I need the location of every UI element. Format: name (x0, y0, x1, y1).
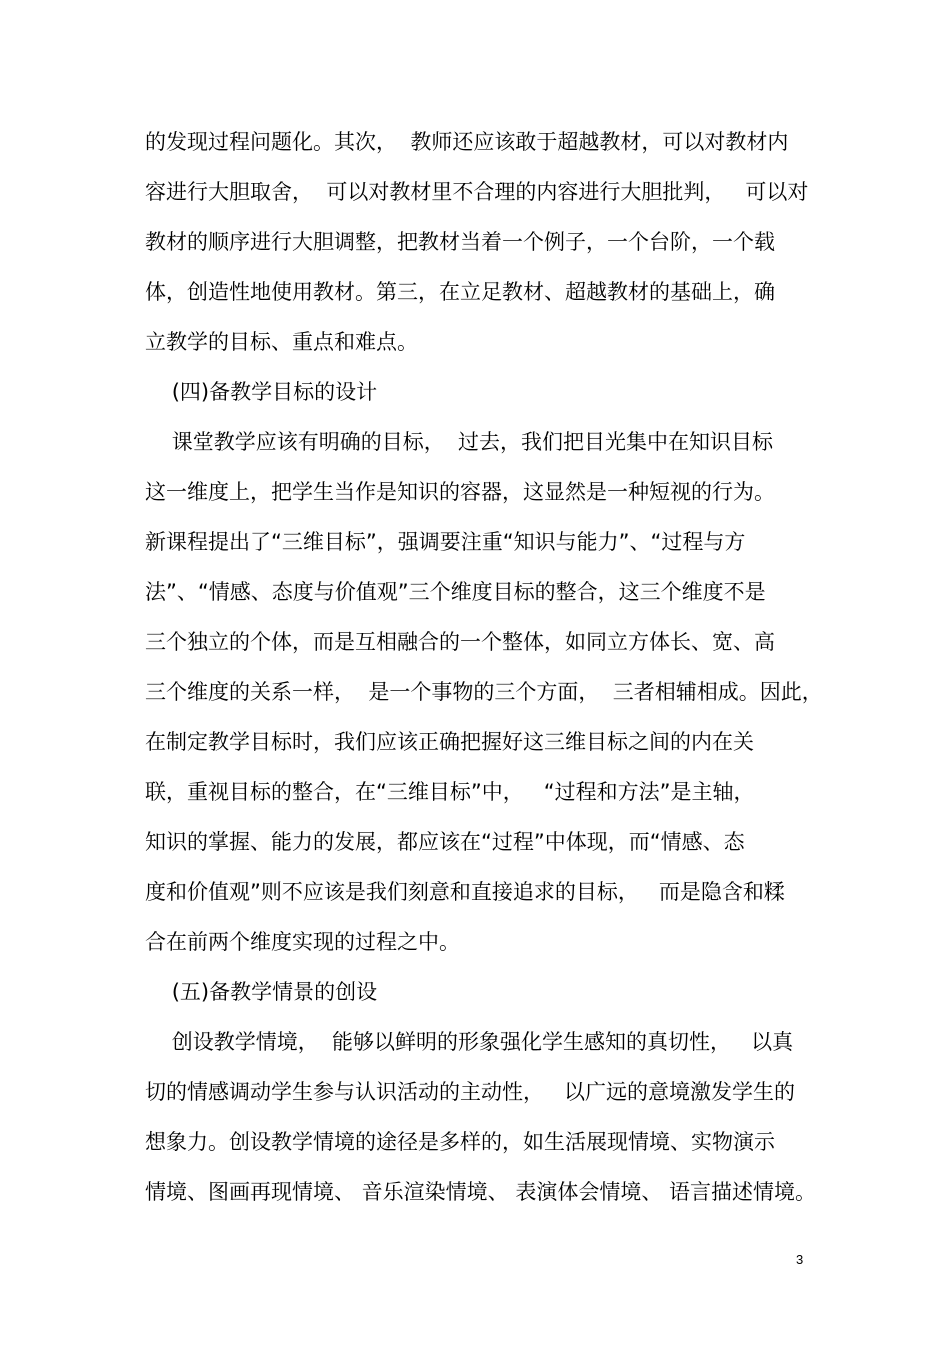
section-heading: (五)备教学情景的创设 (145, 980, 378, 1004)
text-line: 这一维度上，把学生当作是知识的容器，这显然是一种短视的行为。 (145, 480, 775, 504)
text-line: 合在前两个维度实现的过程之中。 (145, 930, 460, 954)
text-line: 知识的掌握、能力的发展，都应该在“过程”中体现，而“情感、态 (145, 830, 745, 854)
text-line: 三个维度的关系一样， 是一个事物的三个方面， 三者相辅相成。因此， (145, 680, 823, 704)
text-line: 创设教学情境， 能够以鲜明的形象强化学生感知的真切性， 以真 (145, 1030, 794, 1054)
text-line: 度和价值观”则不应该是我们刻意和直接追求的目标， 而是隐含和糅 (145, 880, 785, 904)
section-heading: (四)备教学目标的设计 (145, 380, 378, 404)
text-line: 体，创造性地使用教材。第三，在立足教材、超越教材的基础上，确 (145, 280, 775, 304)
text-line: 的发现过程问题化。其次， 教师还应该敢于超越教材，可以对教材内 (145, 130, 789, 154)
text-line: 容进行大胆取舍， 可以对教材里不合理的内容进行大胆批判， 可以对 (145, 180, 809, 204)
text-line: 情境、图画再现情境、 音乐渲染情境、 表演体会情境、 语言描述情境。 (145, 1180, 817, 1204)
page-number: 3 (796, 1252, 804, 1267)
text-line: 法”、“情感、态度与价值观”三个维度目标的整合，这三个维度不是 (145, 580, 766, 604)
text-line: 教材的顺序进行大胆调整，把教材当着一个例子，一个台阶，一个载 (145, 230, 775, 254)
text-line: 三个独立的个体，而是互相融合的一个整体，如同立方体长、宽、高 (145, 630, 775, 654)
text-line: 联，重视目标的整合，在“三维目标”中， “过程和方法”是主轴， (145, 780, 755, 804)
text-line: 新课程提出了“三维目标”，强调要注重“知识与能力”、“过程与方 (145, 530, 746, 554)
text-line: 在制定教学目标时，我们应该正确把握好这三维目标之间的内在关 (145, 730, 754, 754)
text-line: 立教学的目标、重点和难点。 (145, 330, 418, 354)
text-line: 想象力。创设教学情境的途径是多样的，如生活展现情境、实物演示 (145, 1130, 775, 1154)
text-line: 课堂教学应该有明确的目标， 过去，我们把目光集中在知识目标 (145, 430, 774, 454)
text-line: 切的情感调动学生参与认识活动的主动性， 以广远的意境激发学生的 (145, 1080, 796, 1104)
